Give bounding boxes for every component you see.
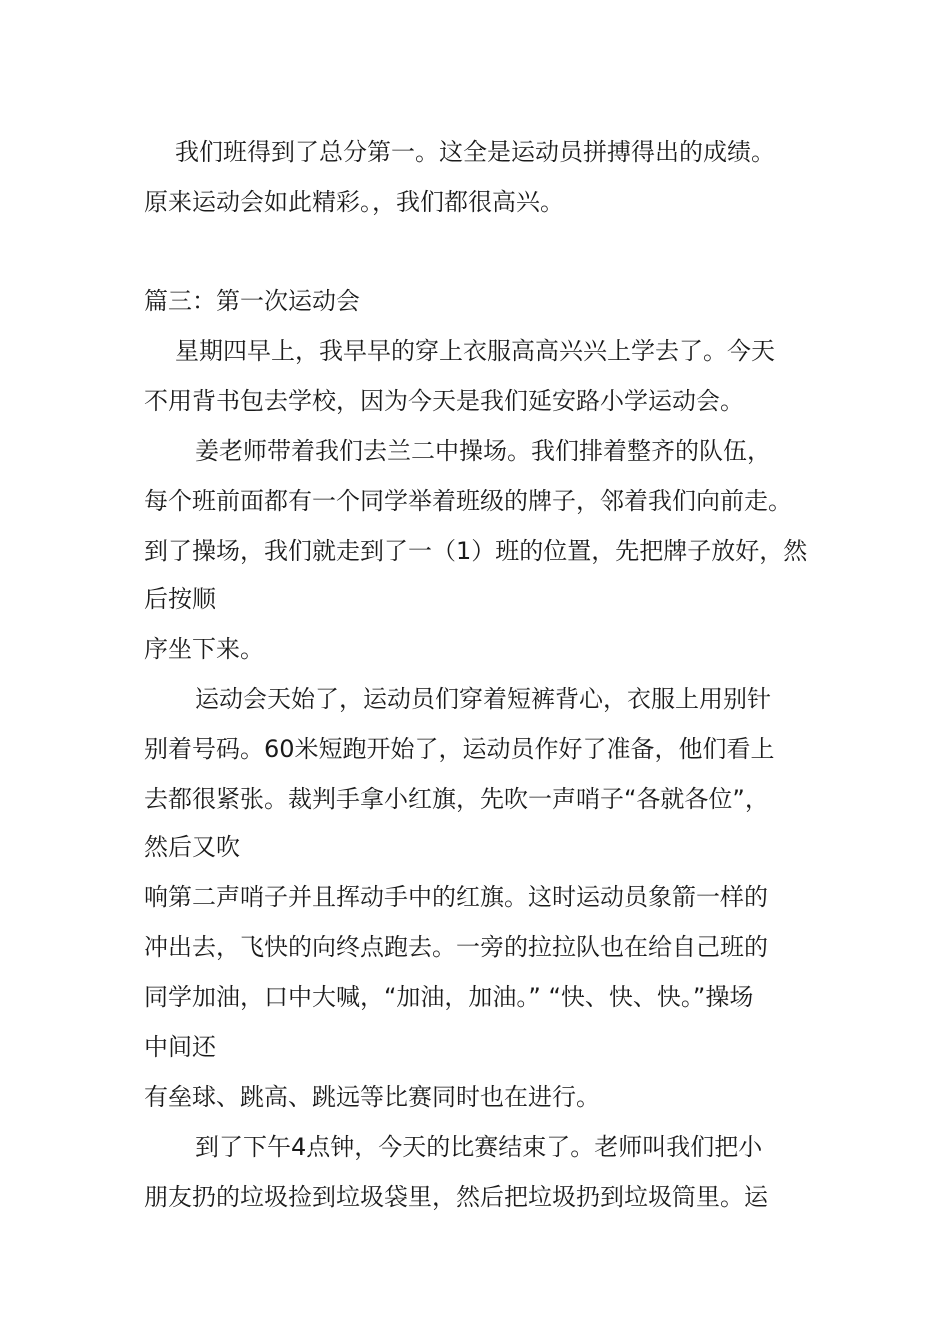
text-line: 姜老师带着我们去兰二中操场。我们排着整齐的队伍，	[195, 437, 771, 465]
text-line: 每个班前面都有一个同学举着班级的牌子，邻着我们向前走。	[144, 487, 792, 515]
text-line: 原来运动会如此精彩。，我们都很高兴。	[144, 188, 564, 216]
text-line: 然后又吹	[144, 833, 240, 861]
text-line: 别着号码。60米短跑开始了，运动员作好了准备，他们看上	[144, 735, 775, 763]
text-line: 去都很紧张。裁判手拿小红旗，先吹一声哨子“各就各位”，	[144, 785, 769, 813]
text-line: 到了操场，我们就走到了一（1）班的位置，先把牌子放好，然	[144, 537, 808, 565]
text-line: 后按顺	[144, 585, 216, 613]
text-line: 响第二声哨子并且挥动手中的红旗。这时运动员象箭一样的	[144, 883, 768, 911]
section-heading: 篇三：第一次运动会	[144, 287, 360, 315]
text-line: 到了下午4点钟，今天的比赛结束了。老师叫我们把小	[195, 1133, 763, 1161]
text-line: 有垒球、跳高、跳远等比赛同时也在进行。	[144, 1083, 600, 1111]
text-line: 运动会天始了，运动员们穿着短裤背心，衣服上用别针	[195, 685, 771, 713]
text-line: 我们班得到了总分第一。这全是运动员拼搏得出的成绩。	[175, 138, 775, 166]
text-line: 冲出去，飞快的向终点跑去。一旁的拉拉队也在给自己班的	[144, 933, 768, 961]
text-line: 序坐下来。	[144, 635, 264, 663]
text-line: 星期四早上，我早早的穿上衣服高高兴兴上学去了。今天	[175, 337, 775, 365]
text-line: 中间还	[144, 1033, 216, 1061]
text-line: 朋友扔的垃圾捡到垃圾袋里，然后把垃圾扔到垃圾筒里。运	[144, 1183, 768, 1211]
text-line: 同学加油，口中大喊，“加油，加油。” “快、快、快。”操场	[144, 983, 754, 1011]
text-line: 不用背书包去学校，因为今天是我们延安路小学运动会。	[144, 387, 744, 415]
